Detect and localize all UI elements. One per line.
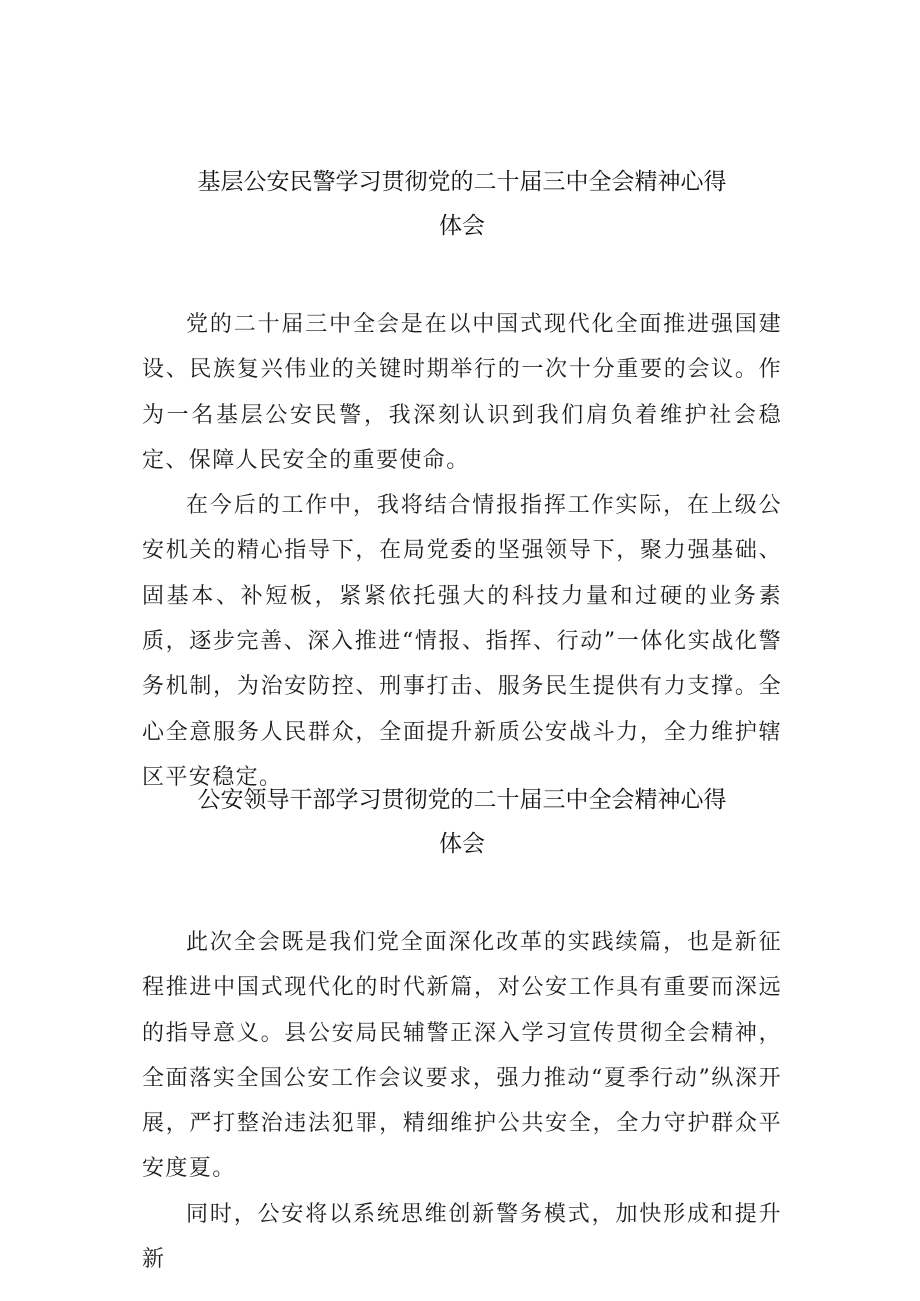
article-2-paragraph-2: 同时，公安将以系统思维创新警务模式，加快形成和提升新 — [142, 1201, 782, 1273]
article-section-2 — [142, 778, 782, 1282]
article-section-1 — [142, 160, 782, 800]
article-1-paragraph-2: 在今后的工作中，我将结合情报指挥工作实际，在上级公安机关的精心指导下，在局党委的坚强领导下，聚力强基础、固基本、补短板，紧紧依托强大的科技力量和过硬的业务素质，逐步完善、深入推进“情报、指挥、行动”一体化实战化警务机制，为治安防控、刑事打击、服务民生提供有力支撑。全心全意服务人民群众，全面提升新质公安战斗力，全力维护辖区平安稳定。 — [142, 493, 782, 790]
article-title-1-line1: 基层公安民警学习贯彻党的二十届三中全会精神心得 — [197, 169, 727, 195]
article-1-paragraph-1: 党的二十届三中全会是在以中国式现代化全面推进强国建设、民族复兴伟业的关键时期举行的一次十分重要的会议。作为一名基层公安民警，我深刻认识到我们肩负着维护社会稳定、保障人民安全的重要使命。 — [142, 312, 782, 473]
article-title-2-line2: 体会 — [439, 831, 485, 857]
article-title-1-line2: 体会 — [439, 213, 485, 239]
article-2-paragraph-1: 此次全会既是我们党全面深化改革的实践续篇，也是新征程推进中国式现代化的时代新篇，对公安工作具有重要而深远的指导意义。县公安局民辅警正深入学习宣传贯彻全会精神，全面落实全国公安工作会议要求，强力推动“夏季行动”纵深开展，严打整治违法犯罪，精细维护公共安全，全力守护群众平安度夏。 — [142, 930, 782, 1182]
article-title-2-line1: 公安领导干部学习贯彻党的二十届三中全会精神心得 — [197, 787, 727, 813]
article-title-2 — [142, 778, 782, 866]
article-title-1 — [142, 160, 782, 248]
